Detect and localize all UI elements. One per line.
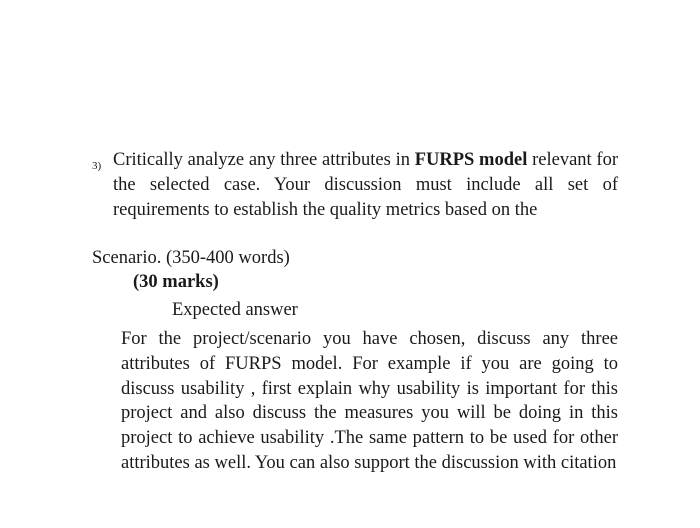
scenario-word-limit: Scenario. (350-400 words)	[92, 248, 290, 268]
question-marks: (30 marks)	[133, 272, 219, 292]
question-text-end: relevant for the selected case. Your discussion must include all set of requirements to establish the quality metrics based on the	[113, 150, 618, 220]
question-text	[113, 148, 618, 223]
question-number: 3)	[92, 160, 102, 172]
expected-answer-body: For the project/scenario you have chosen, discuss any three attributes of FURPS model. For example if you are going to discuss usability , first explain why usability is important for this project and also discuss the measures you will be doing in this project to achieve usability .The same pattern to be used for other attributes as well. You can also support the discussion with citation	[121, 329, 618, 473]
question-text-start: Critically analyze any three attributes in	[113, 150, 415, 170]
expected-answer-heading: Expected answer	[172, 300, 298, 320]
furps-model-term: FURPS model	[414, 150, 528, 170]
